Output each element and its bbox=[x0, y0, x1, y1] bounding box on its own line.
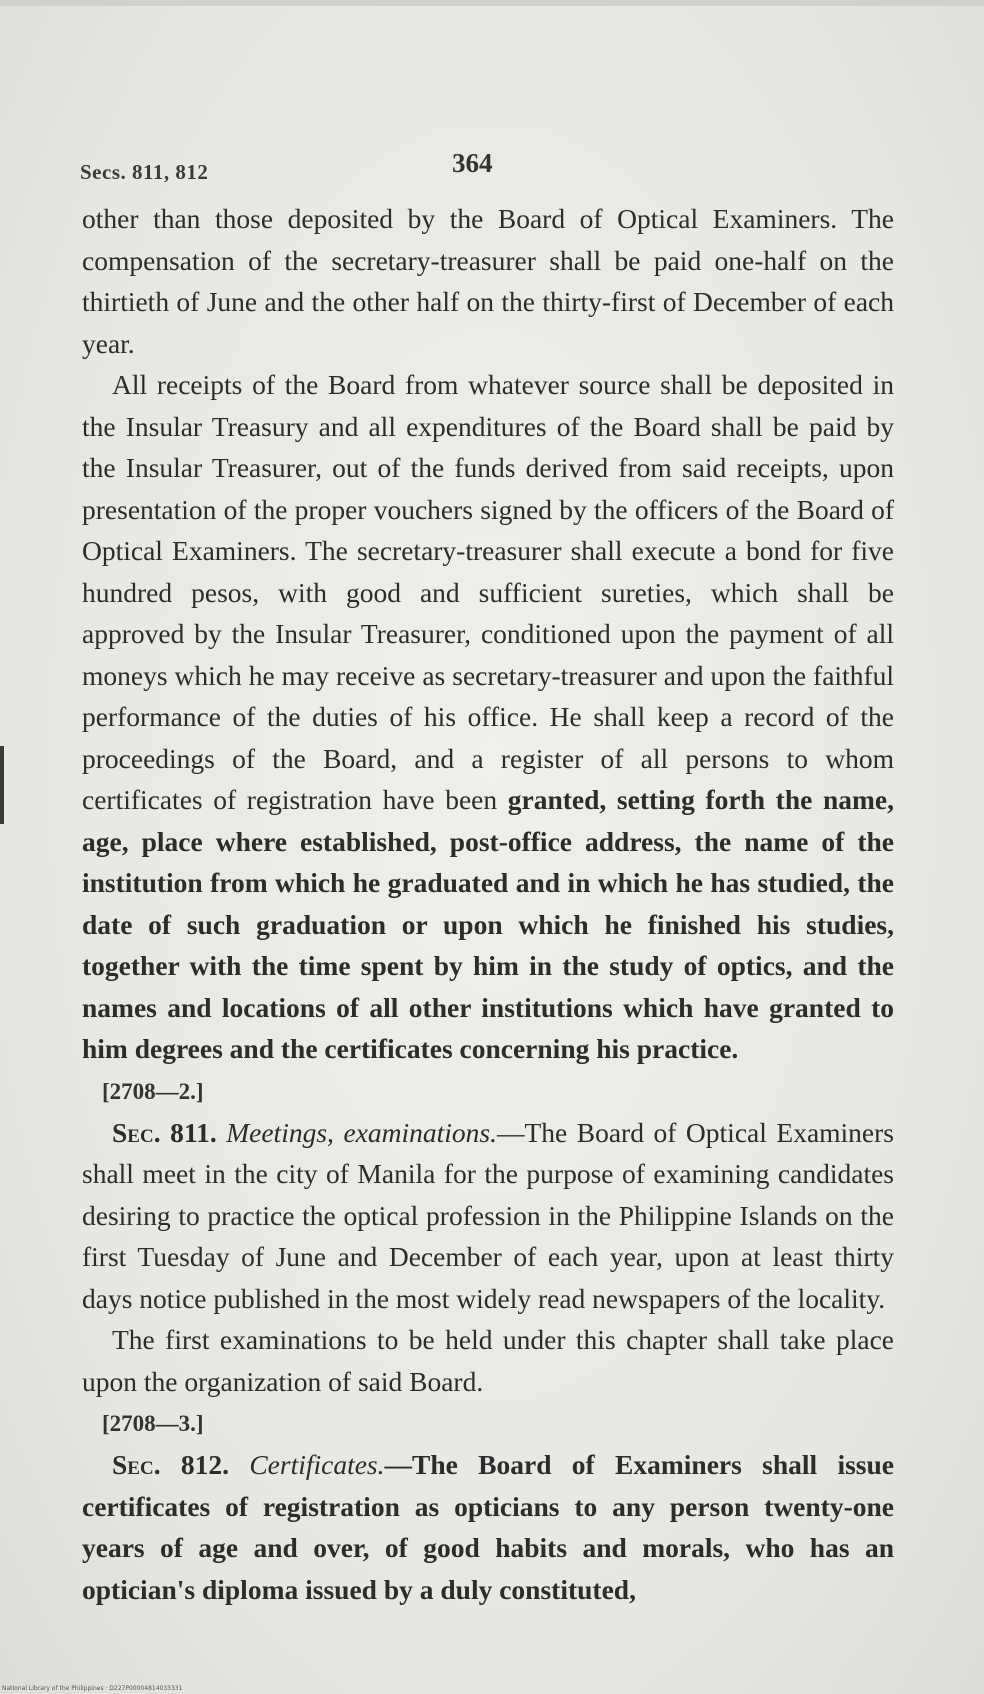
section-812 bbox=[82, 1444, 894, 1610]
scan-footer: National Library of the Philippines · D227P00004814033331 bbox=[2, 1685, 183, 1692]
statute-reference-1: [2708—2.] bbox=[102, 1078, 204, 1104]
statute-reference-2: [2708—3.] bbox=[102, 1411, 204, 1436]
page-header bbox=[80, 148, 920, 188]
binding-mark bbox=[0, 746, 4, 824]
section-811-text: —The Board of Optical Examiners shall meet in the city of Manila for the purpose of examining candidates desiring to practice the optical profession in the Philippine Islands on the first Tuesday of June and December of each year, upon at least thirty days notice published in the most widely read newspapers of the locality. bbox=[82, 1116, 894, 1314]
paragraph-receipts-part1: All receipts of the Board from whatever source shall be deposited in the Insular Treasury and all expenditures of the Board shall be paid by the Insular Treasurer, out of the funds derived from said receipts, upon presentation of the proper vouchers signed by the officers of the Board of Optical Examiners. The secretary-treasurer shall execute a bond for five hundred pesos, with good and sufficient sureties, which shall be approved by the Insular Treasurer, conditioned upon the payment of all moneys which he may receive as secretary-treasurer and upon the faithful performance of the duties of his office. He shall keep a record of the proceedings of the Board, and a register of all persons to whom certificates of registration have been bbox=[82, 369, 894, 815]
section-811-title: Meetings, examinations. bbox=[226, 1116, 497, 1148]
page-top-edge bbox=[0, 0, 984, 6]
paragraph-receipts bbox=[82, 364, 894, 1070]
paragraph-receipts-part2: granted, setting forth the name, age, place where established, post-office address, the name of the institution from which he graduated and in which he has studied, the date of such graduation or upon which he finished his studies, together with the time spent by him in the study of optics, and the names and locations of all other institutions which have granted to him degrees and the certificates concerning his practice. bbox=[82, 784, 894, 1064]
section-811-label: Sec. 811. bbox=[112, 1116, 217, 1148]
paragraph-continuation: other than those deposited by the Board of Optical Examiners. The compensation of the secretary-treasurer shall be paid one-half on the thirtieth of June and the other half on the thirty-first of December of each year. bbox=[82, 203, 894, 359]
section-811 bbox=[82, 1112, 894, 1320]
section-812-title: Certificates. bbox=[249, 1449, 385, 1480]
section-range: Secs. 811, 812 bbox=[80, 160, 209, 184]
paragraph-first-examinations: The first examinations to be held under this chapter shall take place upon the organization of said Board. bbox=[82, 1324, 894, 1397]
section-812-text: —The Board of Examiners shall issue certificates of registration as opticians to any person twenty-one years of age and over, of good habits and morals, who has an optician's diploma issued by a duly constituted, bbox=[82, 1449, 894, 1605]
page-body bbox=[82, 198, 894, 1610]
page-number: 364 bbox=[452, 148, 493, 178]
section-812-label: Sec. 812. bbox=[112, 1449, 229, 1480]
